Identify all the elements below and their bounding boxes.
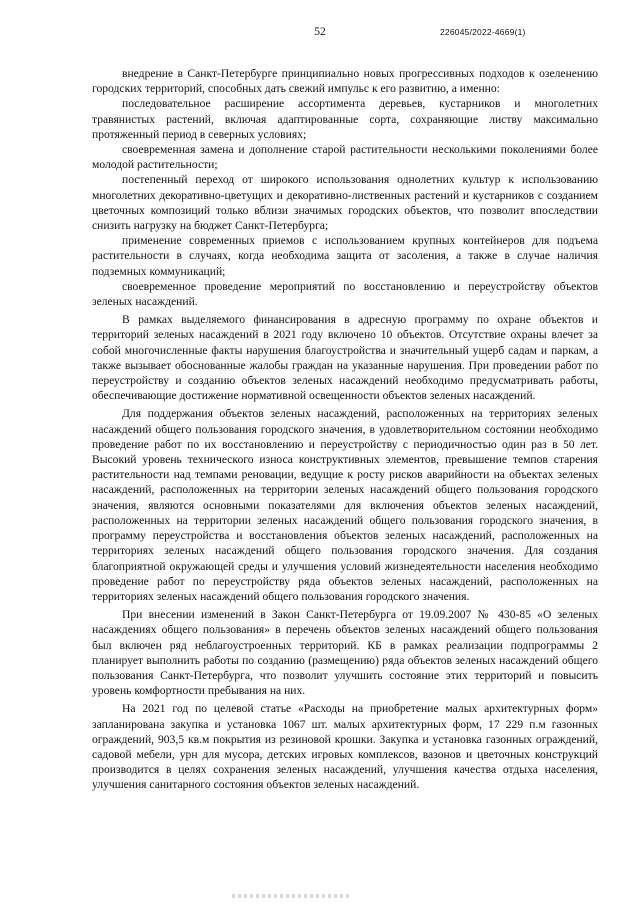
document-body: [92, 66, 598, 793]
paragraph: В рамках выделяемого финансирования в адресную программу по охране объектов и территорий зеленых насаждений в 2021 году включено 10 объектов. Отсутствие охраны влечет за собой многочисленные факты нарушения благоустройства и значительный ущерб садам и паркам, а также вызывает обоснованные жалобы граждан на указанные нарушения. При проведении работ по переустройству и созданию объектов зеленых насаждений необходимо предусматривать работы, обеспечивающие достижение нормативной освещенности объектов зеленых насаждений.: [92, 313, 598, 403]
paragraph: последовательное расширение ассортимента деревьев, кустарников и многолетних травянистых растений, включая адаптированные сорта, сохраняющие листву максимально протяженный период в северных условиях;: [92, 97, 598, 141]
scan-artifact: [232, 894, 352, 898]
paragraph: На 2021 год по целевой статье «Расходы на приобретение малых архитектурных форм» запланирована закупка и установка 1067 шт. малых архитектурных форм, 17 229 п.м газонных ограждений, 903,5 кв.м покрытия из резиновой крошки. Закупка и установка газонных ограждений, садовой мебели, урн для мусора, детских игровых комплексов, вазонов и цветочных конструкций производится в целях сохранения зеленых насаждений, улучшения качества отдыха населения, улучшения санитарного состояния объектов зеленых насаждений.: [92, 702, 598, 792]
paragraph: Для поддержания объектов зеленых насаждений, расположенных на территориях зеленых насаждений общего пользования городского значения, в удовлетворительном состоянии необходимо проведение работ по их восстановлению и переустройству с периодичностью один раз в 50 лет. Высокий уровень технического износа конструктивных элементов, превышение темпов старения растительности над темпами реновации, ведущие к росту рисков аварийности на объектах зеленых насаждений, расположенных на территории зеленых насаждений общего пользования городского значения, являются основными показателями для включения объектов зеленых насаждений, расположенных на территории зеленых насаждений общего пользования городского значения, в программу переустройства и восстановления объектов зеленых насаждений, расположенных на территориях зеленых насаждений общего пользования городского значения. Для создания благоприятной окружающей среды и улучшения условий жизнедеятельности населения необходимо проведение работ по переустройству ряда объектов зеленых насаждений, расположенных на территориях зеленых насаждений общего пользования городского значения.: [92, 407, 598, 603]
paragraph: своевременное проведение мероприятий по восстановлению и переустройству объектов зеленых насаждений.: [92, 279, 598, 309]
paragraph: своевременная замена и дополнение старой растительности несколькими поколениями более молодой растительности;: [92, 143, 598, 172]
document-id: 226045/2022-4669(1): [440, 27, 526, 37]
paragraph: применение современных приемов с использованием крупных контейнеров для подъема растительности в случаях, когда необходима защита от засоления, а также в случае наличия подземных коммуникаций;: [92, 234, 598, 278]
paragraph: постепенный переход от широкого использования однолетних культур к использованию многолетних декоративно-цветущих и декоративно-лиственных растений и кустарников с созданием цветочных композиций только вблизи значимых городских объектов, что позволит впоследствии снизить нагрузку на бюджет Санкт-Петербурга;: [92, 173, 598, 233]
page-number: 52: [314, 26, 326, 38]
paragraph: внедрение в Санкт-Петербурге принципиально новых прогрессивных подходов к озеленению городских территорий, способных дать свежий импульс к его развитию, а именно:: [92, 67, 598, 96]
paragraph: При внесении изменений в Закон Санкт-Петербурга от 19.09.2007 № 430-85 «О зеленых насаждениях общего пользования» в перечень объектов зеленых насаждений общего пользования был включен ряд неблагоустроенных территорий. КБ в рамках реализации подпрограммы 2 планирует выполнить работы по созданию (размещению) ряда объектов зеленых насаждений общего пользования Санкт-Петербурга, что позволит улучшить состояние этих территорий и повысить уровень комфортности пребывания на них.: [92, 608, 598, 698]
